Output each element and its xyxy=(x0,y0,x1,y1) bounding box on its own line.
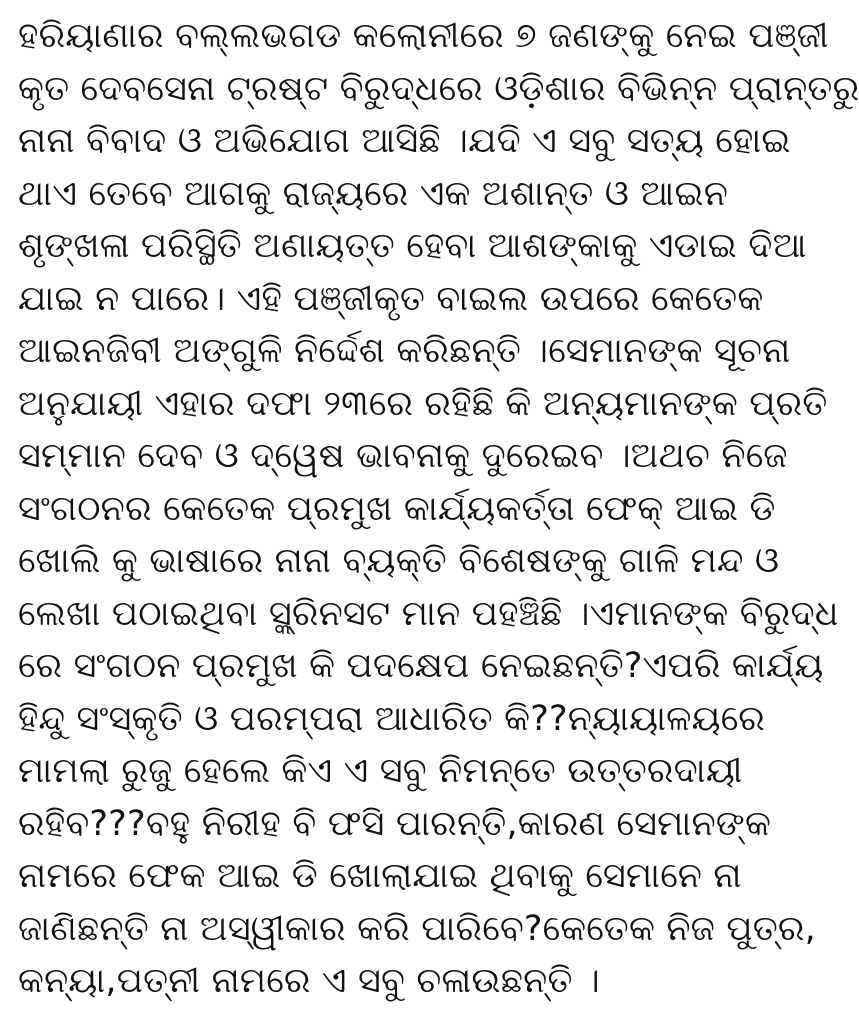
text-line-7: ଆଇନଜିବୀ ଅଙ୍ଗୁଳି ନିର୍ଦ୍ଦେଶ କରିଛନ୍ତି ।ସେମାନଙ୍କ ସୂଚନା xyxy=(18,331,791,371)
text-line-12: ଲେଖା ପଠାଇଥିବା ସ୍କ୍ରିନସଟ ମାନ ପହଞ୍ଚିଛି ।ଏମାନଙ୍କ ବିରୁଦ୍ଧ xyxy=(18,593,839,634)
text-line-13: ରେ ସଂଗଠନ ପ୍ରମୁଖ କି ପଦକ୍ଷେପ ନେଇଛନ୍ତି?ଏପରି କାର୍ଯ୍ୟ xyxy=(18,646,824,686)
text-line-17: ନାମରେ ଫେକ ଆଇ ଡି ଖୋଲାଯାଇ ଥିବାକୁ ସେମାନେ ନା xyxy=(18,856,742,896)
text-line-5: ଶୃଙ୍ଖଳା ପରିସ୍ଥିତି ଅଣାୟତ୍ତ ହେବା ଆଶଙ୍କାକୁ ଏଡାଇ ଦିଆ xyxy=(18,226,807,266)
text-line-3: ନାନା ବିବାଦ ଓ ଅଭିଯୋଗ ଆସିଛି ।ଯଦି ଏ ସବୁ ସତ୍ୟ ହୋଇ xyxy=(18,121,791,161)
text-line-1: ହରିୟାଣାର ବଲ୍ଲଭଗଡ କଲୋନୀରେ ୭ ଜଣଙ୍କୁ ନେଇ ପଞ୍ଜୀ xyxy=(18,16,829,56)
text-line-6: ଯାଇ ନ ପାରେ। ଏହି ପଞ୍ଜୀକୃତ ବାଇଲ ଉପରେ କେତେକ xyxy=(18,278,764,319)
text-line-10: ସଂଗଠନର କେତେକ ପ୍ରମୁଖ କାର୍ଯ୍ୟକର୍ତ୍ତା ଫେକ୍ ଆଇ ଡି xyxy=(18,488,776,529)
text-line-18: ଜାଣିଛନ୍ତି ନା ଅସ୍ୱୀକାର କରି ପାରିବେ?କେତେକ ନିଜ ପୁତ୍ର, xyxy=(18,908,816,949)
text-line-11: ଖୋଲି କୁ ଭାଷାରେ ନାନା ବ୍ୟକ୍ତି ବିଶେଷଙ୍କୁ ଗାଳି ମନ୍ଦ ଓ xyxy=(18,541,780,581)
text-line-9: ସମ୍ମାନ ଦେବ ଓ ଦ୍ୱେଷ ଭାବନାକୁ ଦୁରେଇବ ।ଅଥଚ ନିଜେ xyxy=(18,436,788,476)
text-line-8: ଅନୁଯାୟୀ ଏହାର ଦଫା ୨୩ରେ ରହିଛି କି ଅନ୍ୟମାନଙ୍କ ପ୍ରତି xyxy=(18,383,828,424)
text-line-2: କୃତ ଦେବସେନା ଟ୍ରଷ୍ଟ ବିରୁଦ୍ଧରେ ଓଡ଼ିଶାର ବିଭିନ୍ନ ପ୍ରାନ୍ତରୁ xyxy=(18,68,859,109)
text-line-16: ରହିବ???ବହୁ ନିରୀହ ବି ଫସି ପାରନ୍ତି,କାରଣ ସେମାନଙ୍କ xyxy=(18,803,772,844)
body-paragraph xyxy=(18,10,859,1008)
text-line-4: ଥାଏ ତେବେ ଆଗକୁ ରାଜ୍ୟରେ ଏକ ଅଶାନ୍ତ ଓ ଆଇନ xyxy=(18,173,729,214)
text-line-19: କନ୍ୟା,ପତ୍ନୀ ନାମରେ ଏ ସବୁ ଚଳାଉଛନ୍ତି । xyxy=(18,961,600,1001)
text-line-14: ହିନ୍ଦୁ ସଂସ୍କୃତି ଓ ପରମ୍ପରା ଆଧାରିତ କି??ନ୍ୟାୟାଳୟରେ xyxy=(18,698,765,739)
text-line-15: ମାମଲା ରୁଜୁ ହେଲେ କିଏ ଏ ସବୁ ନିମନ୍ତେ ଉତ୍ତରଦାୟୀ xyxy=(18,751,743,791)
